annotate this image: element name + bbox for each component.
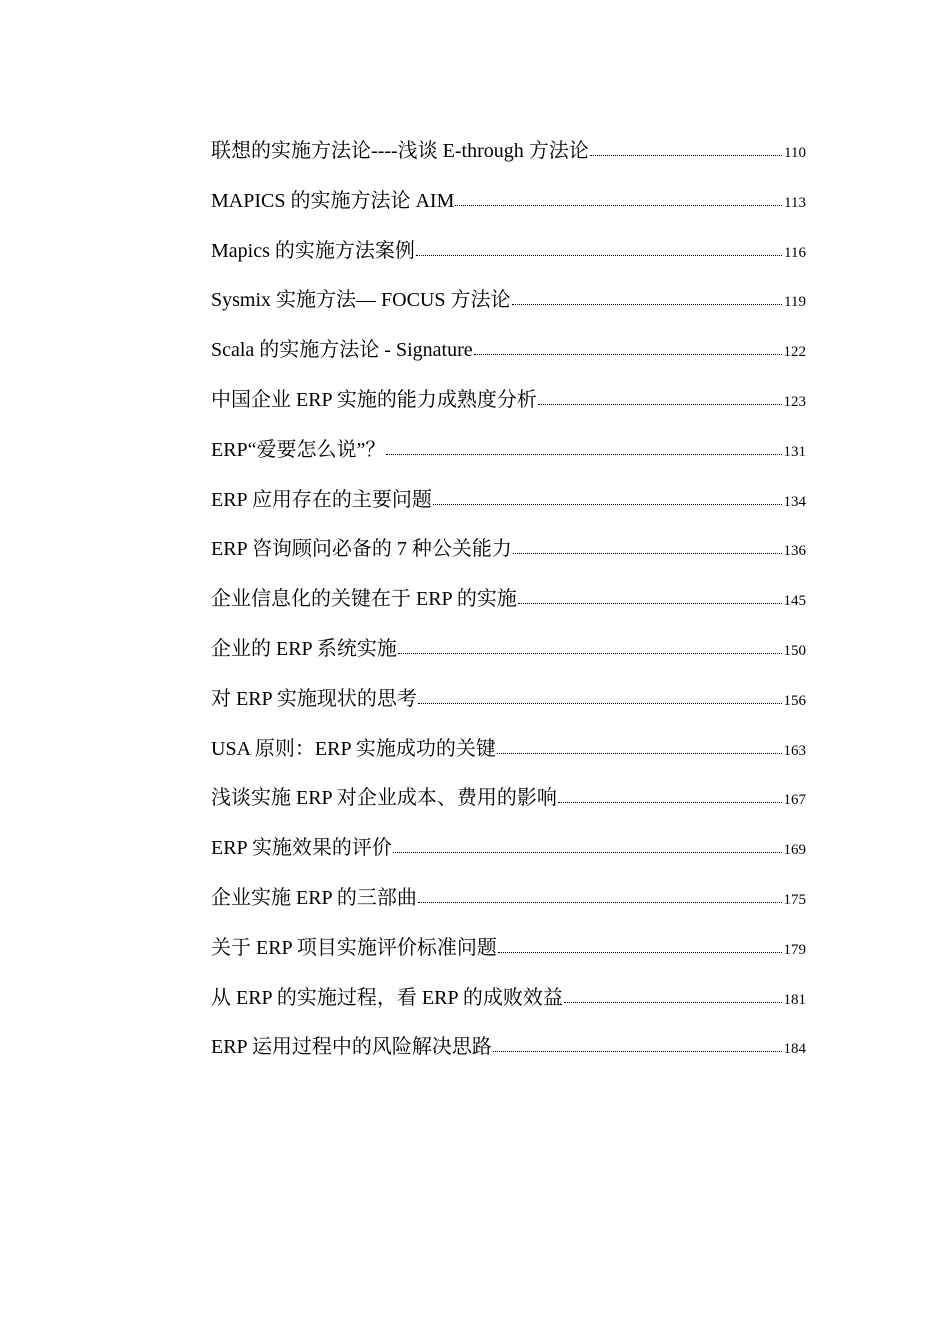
toc-entry[interactable] bbox=[211, 630, 806, 680]
toc-entry-page[interactable]: 179 bbox=[783, 941, 806, 958]
toc-entry-page[interactable]: 134 bbox=[783, 493, 806, 510]
toc-entry-title[interactable]: 关于 ERP 项目实施评价标准问题 bbox=[211, 936, 497, 959]
dot-leader bbox=[418, 902, 782, 903]
toc-entry-title[interactable]: 对 ERP 实施现状的思考 bbox=[211, 687, 417, 710]
dot-leader bbox=[418, 703, 782, 704]
toc-entry-title[interactable]: Mapics 的实施方法案例 bbox=[211, 239, 415, 262]
dot-leader bbox=[513, 553, 782, 554]
dot-leader bbox=[416, 255, 782, 256]
toc-entry[interactable] bbox=[211, 829, 806, 879]
toc-entry-page[interactable]: 169 bbox=[783, 842, 806, 859]
toc-entry-title[interactable]: 企业信息化的关键在于 ERP 的实施 bbox=[211, 588, 517, 611]
dot-leader bbox=[498, 952, 782, 953]
dot-leader bbox=[398, 653, 782, 654]
dot-leader bbox=[493, 1051, 782, 1052]
toc-entry-page[interactable]: 150 bbox=[783, 642, 806, 659]
toc-entry-title[interactable]: 中国企业 ERP 实施的能力成熟度分析 bbox=[211, 388, 537, 411]
toc-entry-page[interactable]: 110 bbox=[784, 145, 806, 161]
toc-entry-page[interactable]: 181 bbox=[783, 991, 806, 1008]
dot-leader bbox=[518, 603, 782, 604]
toc-entry-page[interactable]: 119 bbox=[784, 294, 806, 311]
toc-entry-title[interactable]: Scala 的实施方法论 - Signature bbox=[211, 339, 473, 362]
toc-entry-title[interactable]: 联想的实施方法论----浅谈 E-through 方法论 bbox=[211, 140, 589, 162]
toc-entry-title[interactable]: USA 原则：ERP 实施成功的关键 bbox=[211, 737, 496, 760]
toc-entry-page[interactable]: 123 bbox=[783, 393, 806, 410]
toc-entry[interactable] bbox=[211, 281, 806, 331]
toc-entry-title[interactable]: 从 ERP 的实施过程，看 ERP 的成败效益 bbox=[211, 986, 563, 1009]
toc-entry-page[interactable]: 167 bbox=[783, 792, 806, 809]
dot-leader bbox=[497, 753, 782, 754]
toc-entry[interactable] bbox=[211, 730, 806, 780]
dot-leader bbox=[433, 504, 782, 505]
dot-leader bbox=[538, 404, 782, 405]
toc-entry-title[interactable]: ERP 实施效果的评价 bbox=[211, 837, 392, 860]
toc-entry-title[interactable]: MAPICS 的实施方法论 AIM bbox=[211, 189, 455, 212]
toc-entry-title[interactable]: ERP 咨询顾问必备的 7 种公关能力 bbox=[211, 538, 512, 561]
toc-entry-title[interactable]: 浅谈实施 ERP 对企业成本、费用的影响 bbox=[211, 787, 557, 810]
dot-leader bbox=[512, 304, 783, 305]
toc-entry[interactable] bbox=[211, 331, 806, 381]
toc-entry[interactable] bbox=[211, 232, 806, 282]
dot-leader bbox=[455, 205, 782, 206]
toc-entry[interactable] bbox=[211, 779, 806, 829]
toc-entry[interactable] bbox=[211, 530, 806, 580]
toc-entry[interactable] bbox=[211, 580, 806, 630]
toc-entry-page[interactable]: 136 bbox=[783, 543, 806, 560]
toc-entry[interactable] bbox=[211, 182, 806, 232]
toc-entry[interactable] bbox=[211, 1028, 806, 1078]
toc-entry-title[interactable]: ERP 应用存在的主要问题 bbox=[211, 488, 432, 511]
toc-entry[interactable] bbox=[211, 431, 806, 481]
toc-entry[interactable] bbox=[211, 929, 806, 979]
toc-entry-page[interactable]: 156 bbox=[783, 692, 806, 709]
toc-entry[interactable] bbox=[211, 680, 806, 730]
toc-entry-page[interactable]: 131 bbox=[783, 443, 806, 460]
dot-leader bbox=[564, 1002, 782, 1003]
dot-leader bbox=[386, 454, 781, 455]
toc-entry-page[interactable]: 122 bbox=[783, 344, 806, 361]
toc-entry[interactable] bbox=[211, 481, 806, 531]
toc-entry-title[interactable]: 企业实施 ERP 的三部曲 bbox=[211, 886, 417, 909]
toc-entry[interactable] bbox=[211, 132, 806, 182]
dot-leader bbox=[558, 802, 782, 803]
toc-entry-page[interactable]: 113 bbox=[784, 194, 806, 211]
toc-entry-title[interactable]: ERP 运用过程中的风险解决思路 bbox=[211, 1036, 492, 1059]
toc-entry-title[interactable]: 企业的 ERP 系统实施 bbox=[211, 637, 397, 660]
dot-leader bbox=[590, 155, 782, 156]
dot-leader bbox=[393, 852, 782, 853]
toc-entry[interactable] bbox=[211, 979, 806, 1029]
toc-entry[interactable] bbox=[211, 879, 806, 929]
toc-entry-page[interactable]: 163 bbox=[783, 742, 806, 759]
toc-entry-page[interactable]: 184 bbox=[783, 1041, 806, 1058]
toc-entry[interactable] bbox=[211, 381, 806, 431]
table-of-contents bbox=[211, 132, 806, 1078]
toc-entry-title[interactable]: ERP“爱要怎么说”？ bbox=[211, 438, 386, 461]
toc-entry-page[interactable]: 145 bbox=[783, 593, 806, 610]
toc-entry-page[interactable]: 175 bbox=[783, 891, 806, 908]
dot-leader bbox=[474, 354, 782, 355]
toc-entry-title[interactable]: Sysmix 实施方法— FOCUS 方法论 bbox=[211, 289, 511, 312]
toc-entry-page[interactable]: 116 bbox=[784, 244, 806, 261]
